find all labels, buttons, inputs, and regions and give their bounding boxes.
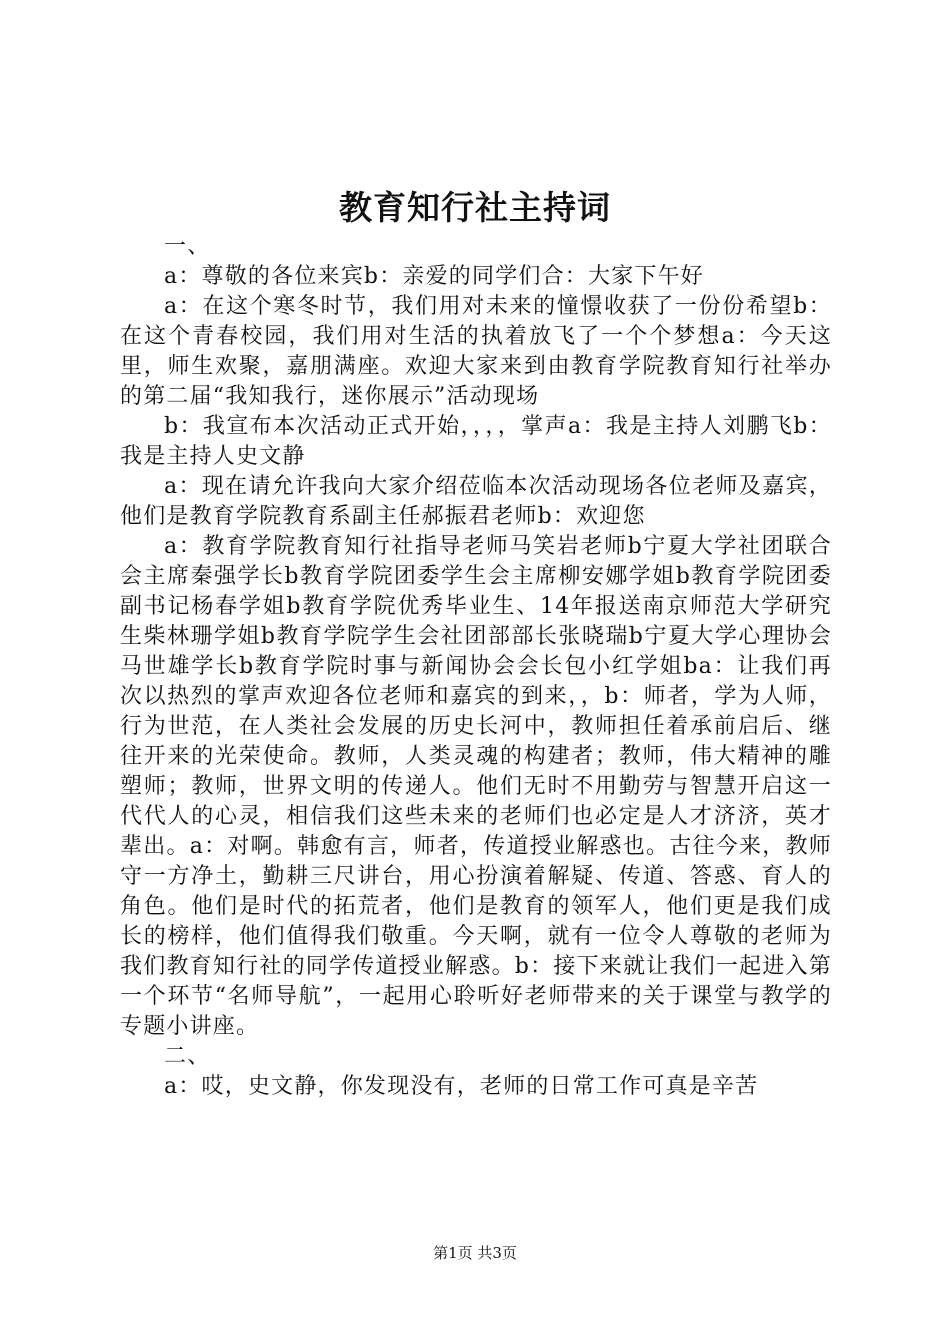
document-body [120,232,832,1102]
paragraph-start: b：我宣布本次活动正式开始，，，，掌声a：我是主持人刘鹏飞b：我是主持人史文静 [120,414,832,469]
paragraph-opening: a：在这个寒冬时节，我们用对未来的憧憬收获了一份份希望b：在这个青春校园，我们用对生活的执着放飞了一个个梦想a：今天这里，师生欢聚，嘉朋满座。欢迎大家来到由教育学院教育知行社举办的第二届“我知我行，迷你展示”活动现场 [120,294,832,409]
section-heading-2: 二、 [164,1044,211,1069]
paragraph-guests: a：教育学院教育知行社指导老师马笑岩老师b宁夏大学社团联合会主席秦强学长b教育学院团委学生会主席柳安娜学姐b教育学院团委副书记杨春学姐b教育学院优秀毕业生、14年报送南京师范大学研究生柴林珊学姐b教育学院学生会社团部部长张晓瑞b宁夏大学心理协会马世雄学长b教育学院时事与新闻协会会长包小红学姐ba：让我们再次以热烈的掌声欢迎各位老师和嘉宾的到来，，b：师者，学为人师，行为世范，在人类社会发展的历史长河中，教师担任着承前启后、继往开来的光荣使命。教师，人类灵魂的构建者；教师，伟大精神的雕塑师；教师，世界文明的传递人。他们无时不用勤劳与智慧开启这一代代人的心灵，相信我们这些未来的老师们也必定是人才济济，英才辈出。a：对啊。韩愈有言，师者，传道授业解惑也。古往今来，教师守一方净土，勤耕三尺讲台，用心扮演着解疑、传道、答惑、育人的角色。他们是时代的拓荒者，他们是教育的领军人，他们更是我们成长的榜样，他们值得我们敬重。今天啊，就有一位令人尊敬的老师为我们教育知行社的同学传道授业解惑。b：接下来就让我们一起进入第一个环节“名师导航”，一起用心聆听好老师带来的关于课堂与教学的专题小讲座。 [120,534,832,1039]
page-number-footer: 第1页 共3页 [433,1244,517,1262]
section-heading-1: 一、 [164,234,211,259]
document-title: 教育知行社主持词 [339,188,611,227]
paragraph-greeting: a：尊敬的各位来宾b：亲爱的同学们合：大家下午好 [164,264,705,289]
paragraph-introduction: a：现在请允许我向大家介绍莅临本次活动现场各位老师及嘉宾，他们是教育学院教育系副主任郝振君老师b：欢迎您 [120,474,832,529]
paragraph-section-2: a：哎，史文静，你发现没有，老师的日常工作可真是辛苦 [164,1074,759,1099]
